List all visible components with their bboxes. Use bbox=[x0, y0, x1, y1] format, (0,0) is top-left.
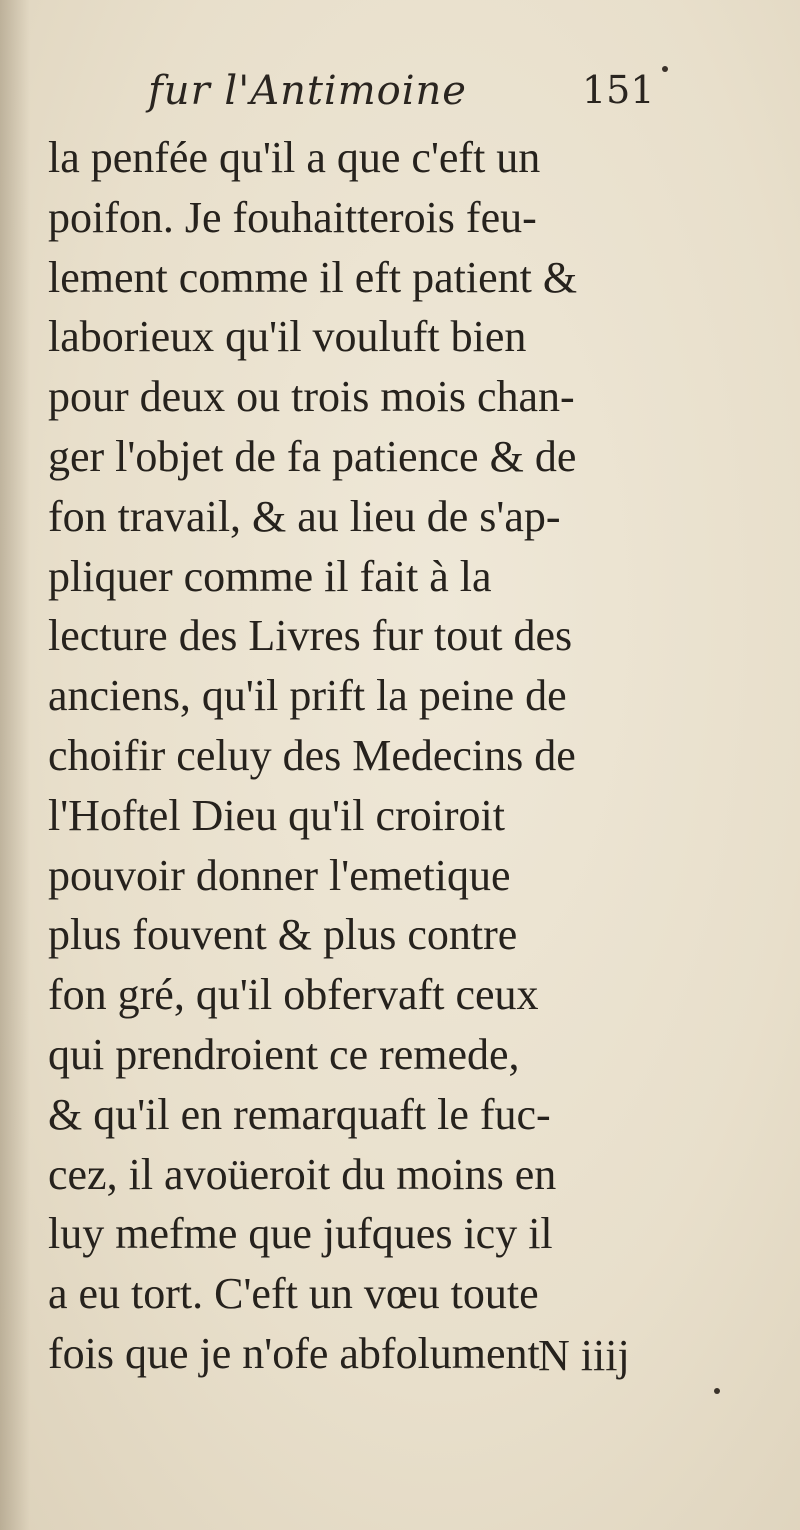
text-line: la penfée qu'il a que c'eft un bbox=[48, 133, 541, 182]
text-line: fon travail, & au lieu de s'ap- bbox=[48, 491, 561, 541]
text-line: luy mefme que jufques icy il bbox=[48, 1209, 553, 1259]
text-line: ger l'objet de fa patience & de bbox=[48, 431, 577, 481]
text-line: pouvoir donner l'emetique bbox=[48, 850, 511, 900]
text-line: lecture des Livres fur tout des bbox=[48, 611, 573, 661]
text-line: anciens, qu'il prift la peine de bbox=[48, 671, 567, 721]
text-line: qui prendroient ce remede, bbox=[48, 1029, 520, 1079]
signature-mark: N iiij bbox=[538, 1331, 630, 1380]
page-number: 151 bbox=[582, 68, 655, 112]
running-head bbox=[0, 68, 800, 128]
text-line: a eu tort. C'eft un vœu toute bbox=[48, 1269, 539, 1319]
text-line: lement comme il eft patient & bbox=[48, 252, 578, 302]
ink-speck bbox=[714, 1388, 720, 1394]
text-line: pliquer comme il fait à la bbox=[48, 551, 492, 601]
text-line: poifon. Je fouhaitterois feu- bbox=[48, 192, 537, 242]
text-line: pour deux ou trois mois chan- bbox=[48, 372, 575, 422]
text-line: l'Hoftel Dieu qu'il croiroit bbox=[48, 790, 505, 840]
ink-speck bbox=[662, 66, 668, 72]
text-line: laborieux qu'il vouluft bien bbox=[48, 312, 527, 362]
text-line: & qu'il en remarquaft le fuc- bbox=[48, 1089, 551, 1139]
text-line: cez, il avoüeroit du moins en bbox=[48, 1149, 557, 1199]
body-text bbox=[48, 128, 688, 1384]
running-head-title: fur l'Antimoine bbox=[148, 68, 467, 114]
text-line: fois que je n'ofe abfolument bbox=[48, 1328, 540, 1378]
gutter-shadow bbox=[0, 0, 30, 1530]
text-line: plus fouvent & plus contre bbox=[48, 910, 518, 960]
text-line: choifir celuy des Medecins de bbox=[48, 730, 576, 780]
text-line: fon gré, qu'il obfervaft ceux bbox=[48, 970, 539, 1020]
